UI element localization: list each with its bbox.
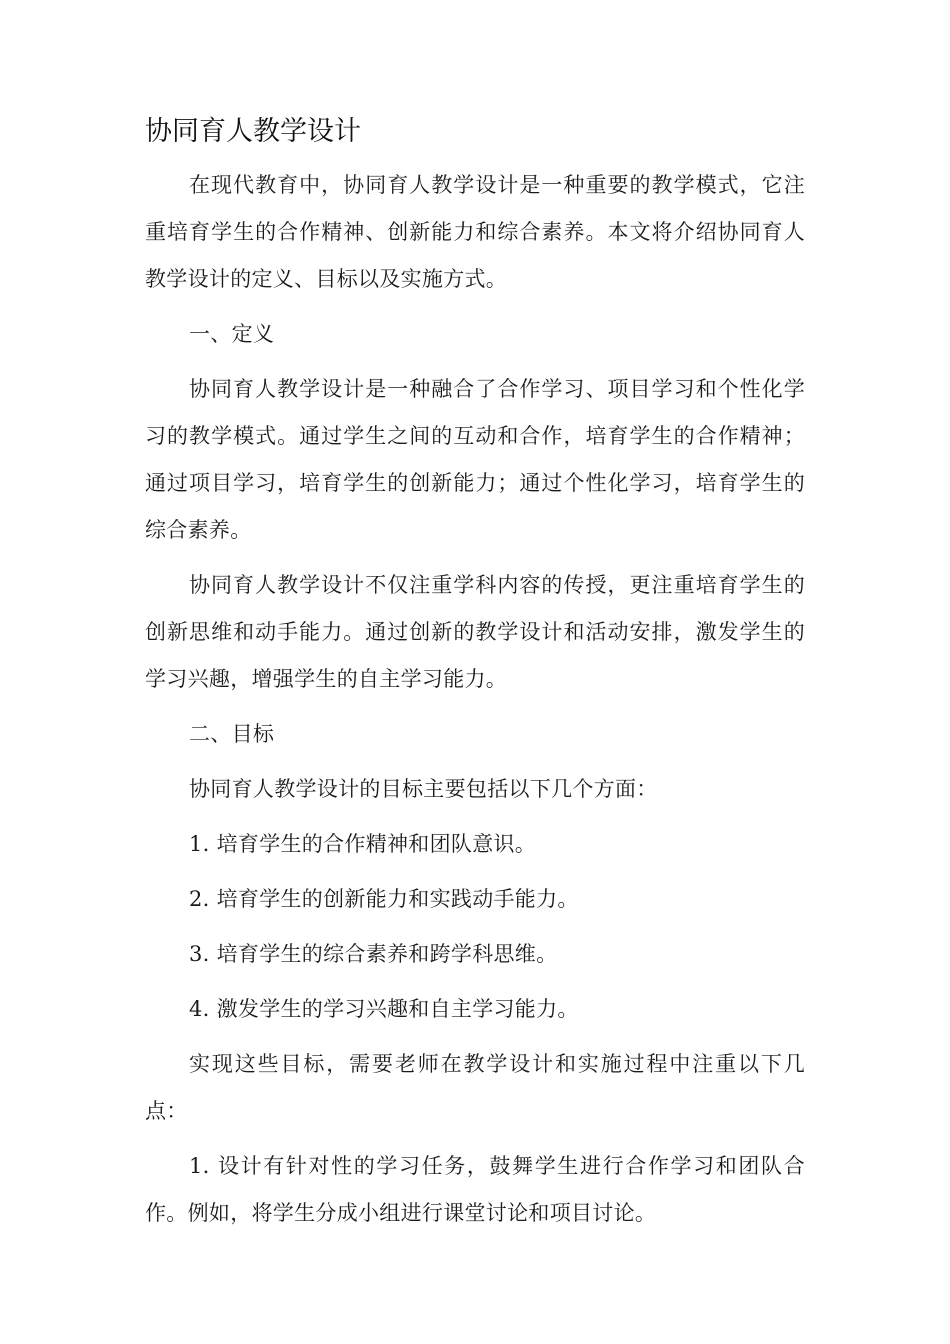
document-body (145, 112, 805, 1245)
implementation-intro-paragraph: 实现这些目标，需要老师在教学设计和实施过程中注重以下几点： (145, 1052, 805, 1123)
implementation-item-1: 1. 设计有针对性的学习任务，鼓舞学生进行合作学习和团队合作。例如，将学生分成小组进行课堂讨论和项目讨论。 (145, 1154, 805, 1225)
goal-item-2: 2. 培育学生的创新能力和实践动手能力。 (189, 887, 579, 911)
definition-paragraph-2: 协同育人教学设计不仅注重学科内容的传授，更注重培育学生的创新思维和动手能力。通过创新的教学设计和活动安排，激发学生的学习兴趣，增强学生的自主学习能力。 (145, 573, 805, 691)
goal-item-1: 1. 培育学生的合作精神和团队意识。 (189, 832, 537, 856)
section-heading-definition: 一、定义 (189, 322, 275, 346)
section-heading-goals: 二、目标 (189, 722, 275, 746)
document-title: 协同育人教学设计 (145, 116, 361, 147)
goal-item-4: 4. 激发学生的学习兴趣和自主学习能力。 (189, 997, 579, 1021)
goal-item-3: 3. 培育学生的综合素养和跨学科思维。 (189, 942, 558, 966)
goals-intro-paragraph: 协同育人教学设计的目标主要包括以下几个方面： (189, 777, 658, 801)
intro-paragraph: 在现代教育中，协同育人教学设计是一种重要的教学模式，它注重培育学生的合作精神、创新能力和综合素养。本文将介绍协同育人教学设计的定义、目标以及实施方式。 (145, 173, 805, 291)
definition-paragraph-1: 协同育人教学设计是一种融合了合作学习、项目学习和个性化学习的教学模式。通过学生之间的互动和合作，培育学生的合作精神；通过项目学习，培育学生的创新能力；通过个性化学习，培育学生的综合素养。 (145, 377, 805, 542)
